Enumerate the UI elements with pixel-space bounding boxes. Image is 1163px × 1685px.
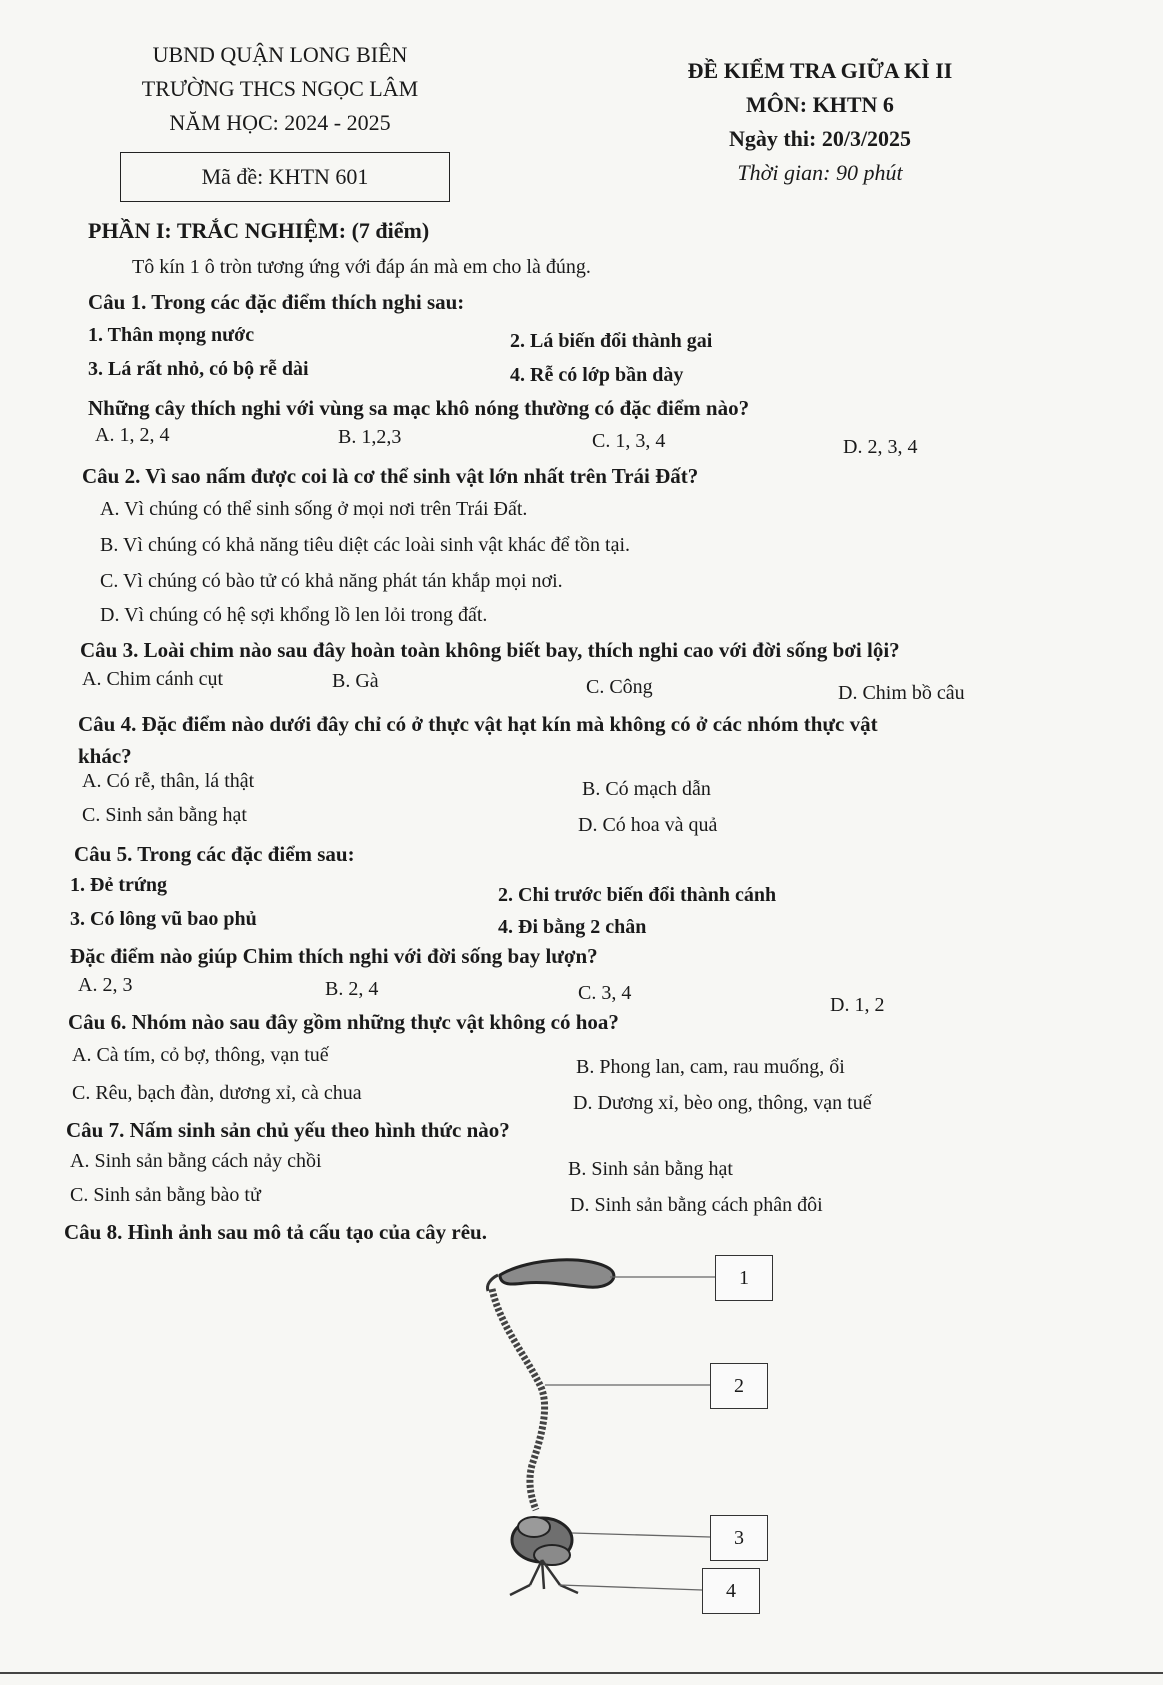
q7-option-a: A. Sinh sản bằng cách nảy chồi [70, 1150, 322, 1172]
q4-option-b: B. Có mạch dẫn [582, 778, 711, 800]
q3-option-d: D. Chim bồ câu [838, 682, 965, 704]
q2-option-d: D. Vì chúng có hệ sợi khổng lồ len lỏi trong đất. [100, 604, 488, 626]
q1-item-2: 2. Lá biến đổi thành gai [510, 330, 713, 352]
q3-stem: Câu 3. Loài chim nào sau đây hoàn toàn không biết bay, thích nghi cao với đời sống bơi lội? [80, 638, 900, 662]
q2-option-b: B. Vì chúng có khả năng tiêu diệt các loài sinh vật khác để tồn tại. [100, 534, 631, 556]
q7-stem: Câu 7. Nấm sinh sản chủ yếu theo hình thức nào? [66, 1118, 510, 1142]
q5-stem: Câu 5. Trong các đặc điểm sau: [74, 842, 355, 866]
exam-title: ĐỀ KIỂM TRA GIỮA KÌ II [687, 58, 953, 83]
page-bottom-edge [0, 1672, 1163, 1674]
q5-option-d: D. 1, 2 [830, 994, 885, 1016]
exam-code-box [120, 152, 450, 202]
q3-option-b: B. Gà [332, 670, 379, 692]
q5-item-2: 2. Chi trước biến đổi thành cánh [498, 884, 777, 906]
q7-option-d: D. Sinh sản bằng cách phân đôi [570, 1194, 823, 1216]
q7-option-c: C. Sinh sản bằng bào tử [70, 1184, 261, 1206]
exam-date: Ngày thi: 20/3/2025 [728, 126, 912, 151]
q3-option-c: C. Công [586, 676, 653, 698]
district-name: UBND QUẬN LONG BIÊN [152, 42, 408, 67]
q1-stem: Câu 1. Trong các đặc điểm thích nghi sau: [88, 290, 465, 314]
exam-duration: Thời gian: 90 phút [737, 160, 903, 185]
q5-option-a: A. 2, 3 [78, 974, 133, 996]
q6-option-c: C. Rêu, bạch đàn, dương xỉ, cà chua [72, 1082, 362, 1104]
q1-item-4: 4. Rễ có lớp bần dày [510, 364, 684, 386]
q4-stem-cont: khác? [78, 744, 132, 768]
section-instruction: Tô kín 1 ô tròn tương ứng với đáp án mà em cho là đúng. [132, 256, 591, 278]
q1-option-b: B. 1,2,3 [338, 426, 402, 448]
moss-diagram [470, 1255, 830, 1635]
q8-stem: Câu 8. Hình ảnh sau mô tả cấu tạo của cây rêu. [64, 1220, 487, 1244]
q5-item-1: 1. Đẻ trứng [70, 874, 167, 896]
q2-option-a: A. Vì chúng có thể sinh sống ở mọi nơi trên Trái Đất. [100, 498, 528, 520]
label-1: 1 [739, 1266, 749, 1289]
q3-option-a: A. Chim cánh cụt [82, 668, 224, 690]
q2-stem: Câu 2. Vì sao nấm được coi là cơ thể sinh vật lớn nhất trên Trái Đất? [82, 464, 699, 488]
q6-option-b: B. Phong lan, cam, rau muống, ổi [576, 1056, 845, 1078]
label-4: 4 [726, 1579, 736, 1602]
label-box-2 [710, 1363, 768, 1409]
label-3: 3 [734, 1526, 744, 1549]
q1-item-3: 3. Lá rất nhỏ, có bộ rễ dài [88, 358, 309, 380]
school-name: TRƯỜNG THCS NGỌC LÂM [141, 76, 419, 101]
q1-item-1: 1. Thân mọng nước [88, 324, 255, 346]
label-2: 2 [734, 1374, 744, 1397]
q7-option-b: B. Sinh sản bằng hạt [568, 1158, 733, 1180]
school-year: NĂM HỌC: 2024 - 2025 [169, 110, 391, 135]
section-title: PHẦN I: TRẮC NGHIỆM: (7 điểm) [88, 218, 430, 243]
label-box-1 [715, 1255, 773, 1301]
q4-stem: Câu 4. Đặc điểm nào dưới đây chỉ có ở thực vật hạt kín mà không có ở các nhóm thực vật [78, 712, 878, 736]
q1-option-d: D. 2, 3, 4 [843, 436, 918, 458]
q6-stem: Câu 6. Nhóm nào sau đây gồm những thực vật không có hoa? [68, 1010, 619, 1034]
q1-option-c: C. 1, 3, 4 [592, 430, 666, 452]
q6-option-d: D. Dương xỉ, bèo ong, thông, vạn tuế [573, 1092, 872, 1114]
q4-option-a: A. Có rễ, thân, lá thật [82, 770, 255, 792]
moss-illustration [470, 1255, 830, 1635]
q5-item-4: 4. Đi bằng 2 chân [498, 916, 647, 938]
q6-option-a: A. Cà tím, cỏ bợ, thông, vạn tuế [72, 1044, 329, 1066]
exam-code: Mã đề: KHTN 601 [201, 164, 369, 189]
label-box-3 [710, 1515, 768, 1561]
q4-option-c: C. Sinh sản bằng hạt [82, 804, 247, 826]
q4-option-d: D. Có hoa và quả [578, 814, 718, 836]
q2-option-c: C. Vì chúng có bào tử có khả năng phát tán khắp mọi nơi. [100, 570, 563, 592]
q1-question: Những cây thích nghi với vùng sa mạc khô nóng thường có đặc điểm nào? [88, 396, 750, 420]
q5-option-c: C. 3, 4 [578, 982, 632, 1004]
q5-question: Đặc điểm nào giúp Chim thích nghi với đời sống bay lượn? [70, 944, 598, 968]
q5-option-b: B. 2, 4 [325, 978, 379, 1000]
q1-option-a: A. 1, 2, 4 [95, 424, 170, 446]
label-box-4 [702, 1568, 760, 1614]
q5-item-3: 3. Có lông vũ bao phủ [70, 908, 257, 930]
exam-subject: MÔN: KHTN 6 [746, 92, 894, 117]
